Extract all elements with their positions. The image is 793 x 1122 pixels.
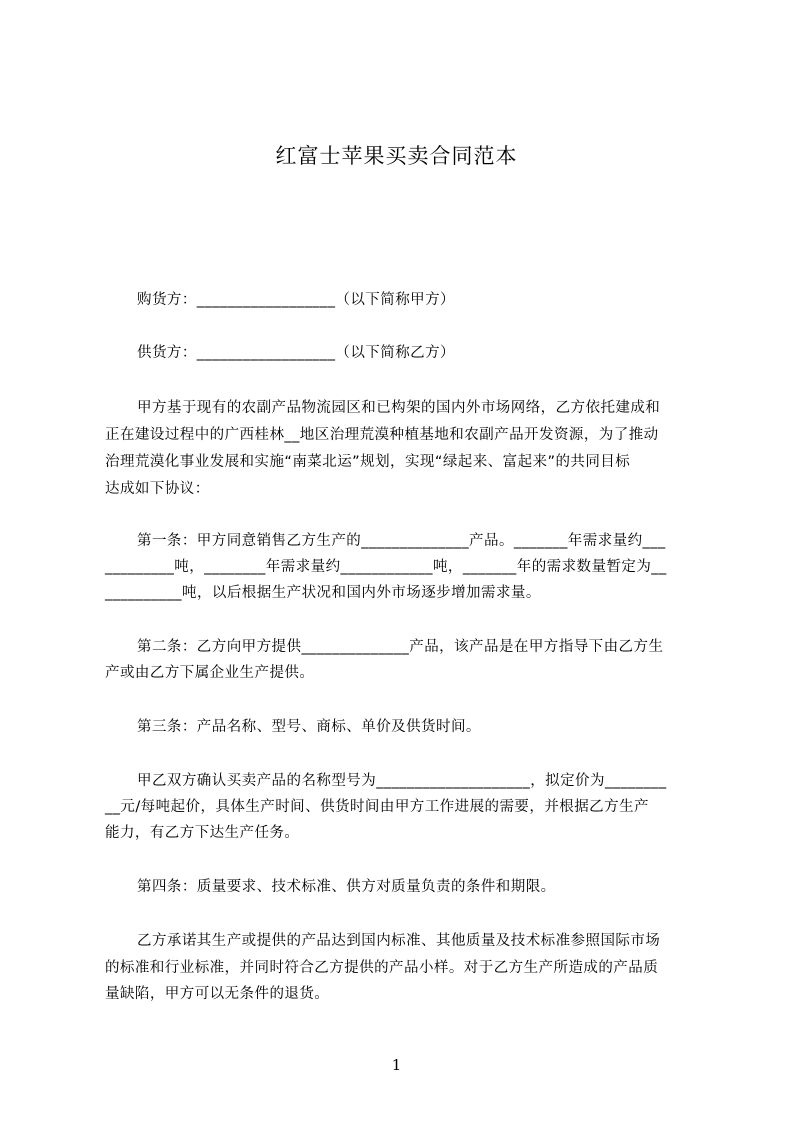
article1-line: 第一条：甲方同意销售乙方生产的______________产品。_______年需求量约___ [137,533,666,549]
article1-line: _________吨，________年需求量约____________吨，_______年的需求数量暂定为__ [105,559,667,575]
article4-line: 的标准和行业标准，并同时符合乙方提供的产品小样。对于乙方生产所造成的产品质 [105,960,659,976]
buyer-line: 购货方：__________________（以下简称甲方） [137,292,455,308]
preamble-line: 治理荒漠化事业发展和实施“南菜北运”规划，实现“绿起来、富起来”的共同目标 [105,454,631,470]
preamble-line: 正在建设过程中的广西桂林__地区治理荒漠种植基地和农副产品开发资源，为了推动 [105,427,659,443]
article3-heading: 第三条：产品名称、型号、商标、单价及供货时间。 [137,719,481,735]
article2-line: 产或由乙方下属企业生产提供。 [105,665,315,681]
article4-line: 乙方承诺其生产或提供的产品达到国内标准、其他质量及技术标准参照国际市场 [137,933,661,949]
article3-line: 甲乙双方确认买卖产品的名称型号为____________________，拟定价为________ [137,773,667,789]
preamble-line: 达成如下协议： [105,481,210,497]
article4-heading: 第四条：质量要求、技术标准、供方对质量负责的条件和期限。 [137,879,556,895]
page-number: 1 [391,1056,402,1074]
seller-line: 供货方：__________________（以下简称乙方） [137,345,455,361]
document-title: 红富士苹果买卖合同范本 [275,144,518,168]
article4-line: 量缺陷，甲方可以无条件的退货。 [105,986,330,1002]
article1-line: __________吨，以后根据生产状况和国内外市场逐步增加需求量。 [105,585,541,601]
article3-line: __元/每吨起价，具体生产时间、供货时间由甲方工作进展的需要，并根据乙方生产 [105,799,649,815]
article2-line: 第二条：乙方向甲方提供______________产品，该产品是在甲方指导下由乙方生 [137,639,664,655]
preamble-line: 甲方基于现有的农副产品物流园区和已构架的国内外市场网络，乙方依托建成和 [137,400,661,416]
article3-line: 能力，有乙方下达生产任务。 [105,825,300,841]
